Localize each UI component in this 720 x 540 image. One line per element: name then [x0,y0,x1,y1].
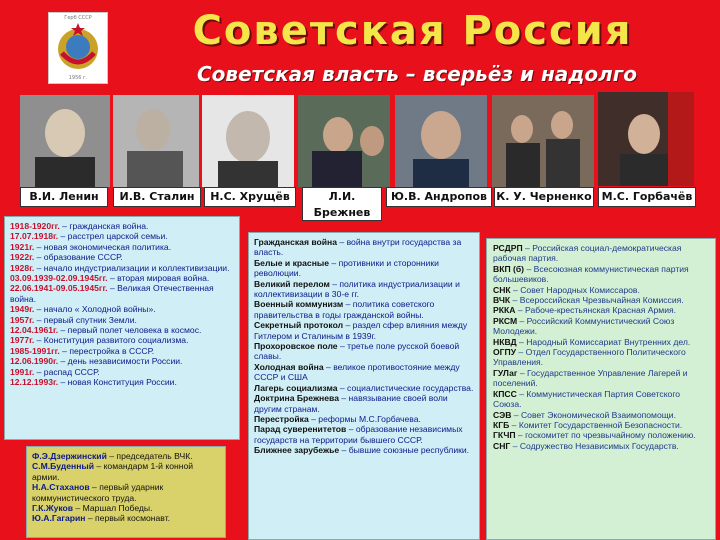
photo-lenin [20,95,110,187]
abbr-text: – Совет Экономической Взаимопомощи. [511,409,676,420]
term-row [254,320,474,341]
date-text: – гражданская война. [59,221,149,231]
date-text: – первый полет человека в космос. [58,325,202,336]
photo-stalin [113,95,199,187]
person-text: – председатель ВЧК. [106,451,193,461]
abbr-row [493,295,709,305]
person-name: С.М.Буденный [32,461,95,472]
abbr-row [493,347,709,368]
term-row [254,414,474,424]
photo-gorbachev [598,92,694,186]
leader-name-chernenko: К. У. Черненко [494,187,594,207]
date-label: 1957г. [10,314,35,325]
abbr-label: РСДРП [493,243,523,253]
leader-name-gorbachev: М.С. Горбачёв [598,187,696,207]
abbr-row [493,337,709,347]
term-row [254,299,474,320]
abbr-label: СНК [493,284,511,295]
term-row [254,279,474,300]
term-text: – политика индустриализации и коллективизации в 30-е гг. [254,278,460,300]
date-text: – распад СССР. [34,366,100,377]
date-text: – начало « Холодной войны». [34,304,156,315]
abbr-row [493,389,709,410]
date-row [10,304,234,314]
date-label: 1949г. [10,304,35,315]
date-row [10,335,234,345]
abbr-text: – Народный Комиссариат Внутренних дел. [516,336,691,347]
date-label: 1985-1991гг. [10,345,60,356]
date-text: – вторая мировая война. [107,273,210,284]
date-text: – Конституция развитого социализма. [34,335,189,346]
photo-khrushchev [202,95,294,187]
abbr-row [493,316,709,337]
abbr-label: КПСС [493,388,517,399]
term-label: Военный коммунизм [254,299,344,310]
abbr-label: РККА [493,305,516,316]
date-text: – новая экономическая политика. [34,241,172,252]
abbr-label: ВЧК [493,295,511,306]
term-text: – навязывание своей воли другим странам. [254,393,448,414]
term-row [254,237,474,258]
abbr-label: НКВД [493,336,517,347]
page-title: Советская Россия [192,8,633,54]
abbr-text: – Всесоюзная коммунистическая партия большевиков. [493,263,689,285]
person-text: – первый космонавт. [85,513,171,524]
person-name: Н.А.Стаханов [32,482,90,493]
date-label: 03.09.1939-02.09.1945гг. [10,273,108,284]
date-label: 1921г. [10,241,35,252]
abbr-row [493,430,709,440]
person-row [32,482,220,503]
date-text: – перестройка в СССР. [59,345,155,356]
term-row [254,383,474,393]
person-text: – Маршал Победы. [73,503,153,514]
person-row [32,451,220,461]
term-row [254,362,474,383]
term-label: Секретный протокол [254,320,344,331]
person-name: Ю.А.Гагарин [32,513,86,524]
photo-brezhnev [298,95,390,187]
photo-andropov [395,95,487,187]
abbr-row [493,441,709,451]
date-text: – образование СССР. [34,252,123,263]
abbr-label: ОГПУ [493,347,517,358]
person-name: Г.К.Жуков [32,503,74,514]
photo-chernenko [492,95,594,187]
term-row [254,393,474,414]
person-row [32,513,220,523]
abbr-text: – Коммунистическая Партия Советского Союза. [493,388,681,410]
abbr-label: ГКЧП [493,430,516,441]
abbr-row [493,264,709,285]
term-label: Гражданская война [254,237,338,247]
date-label: 12.06.1990г. [10,356,59,367]
date-text: – новая Конституция России. [58,377,177,388]
date-text: – начало индустриализации и коллективизации. [34,262,230,273]
term-text: – третье поле русской боевой славы. [254,341,460,362]
abbr-label: СЭВ [493,409,512,420]
coat-of-arms-icon [49,13,107,83]
leader-name-brezhnev: Л.И. Брежнев [302,187,382,221]
date-row [10,356,234,366]
terms-panel [248,232,480,540]
person-row [32,461,220,482]
date-label: 1922г. [10,252,35,263]
date-label: 12.04.1961г. [10,325,59,336]
abbr-text: – Всероссийская Чрезвычайная Комиссия. [510,295,684,306]
abbr-label: РКСМ [493,315,518,326]
term-text: – война внутри государства за власть. [254,237,462,258]
date-label: 1928г. [10,262,35,273]
emblem-caption-top: Герб СССР [64,15,92,21]
term-text: – бывшие союзные республики. [339,445,470,456]
emblem-caption-bottom: 1956 г. [68,75,88,81]
term-label: Великий перелом [254,278,330,289]
abbr-label: СНГ [493,440,511,451]
abbr-text: – Российская социал-демократическая рабочая партия. [493,243,682,264]
leader-name-lenin: В.И. Ленин [20,187,108,207]
term-text: – образование независимых государств на территории бывшего СССР. [254,424,463,445]
term-text: – социалистические государства. [337,382,474,393]
term-label: Перестройка [254,413,309,424]
date-row [10,231,234,241]
date-text: – Великая Отечественная война. [10,283,214,304]
date-text: – первый спутник Земли. [34,314,137,325]
date-row [10,367,234,377]
date-label: 1991г. [10,366,35,377]
date-row [10,325,234,335]
date-row [10,242,234,252]
leader-name-stalin: И.В. Сталин [113,187,201,207]
date-text: – расстрел царской семьи. [58,231,168,242]
term-label: Прохоровское поле [254,341,338,352]
term-text: – великое противостояние между СССР и США [254,361,460,383]
date-row [10,283,234,304]
abbr-row [493,243,709,264]
abbr-text: – Совет Народных Комиссаров. [510,284,640,295]
leader-name-khrushchev: Н.С. Хрущёв [204,187,296,207]
date-row [10,346,234,356]
term-label: Ближнее зарубежье [254,445,340,456]
abbreviations-panel [486,238,716,540]
term-text: – противники и сторонники революции. [254,257,439,279]
abbr-text: – Комитет Государственной Безопасности. [509,419,683,430]
abbr-row [493,305,709,315]
abbr-text: – Рабоче-крестьянская Красная Армия. [515,305,677,316]
dates-panel [4,216,240,440]
abbr-row [493,410,709,420]
person-row [32,503,220,513]
abbr-row [493,285,709,295]
abbr-label: ГУЛаг [493,367,518,378]
term-text: – политика советского правительства в годы гражданской войны. [254,299,435,320]
term-label: Доктрина Брежнева [254,393,339,404]
date-row [10,221,234,231]
term-row [254,445,474,455]
abbr-text: – Государственное Управление Лагерей и поселений. [493,367,688,389]
term-label: Белые и красные [254,257,330,268]
term-label: Холодная война [254,361,324,372]
abbr-text: – Отдел Государственного Политического Управления. [493,347,686,368]
abbr-row [493,368,709,389]
date-label: 1918-1920гг. [10,221,60,231]
date-label: 12.12.1993г. [10,377,59,388]
term-text: – реформы М.С.Горбачева. [308,413,421,424]
term-row [254,341,474,362]
ussr-emblem [48,12,108,84]
abbr-text: – Российский Коммунистический Союз Молодежи. [493,315,675,337]
date-label: 1977г. [10,335,35,346]
date-label: 17.07.1918г. [10,231,59,242]
abbr-row [493,420,709,430]
person-name: Ф.Э.Дзержинский [32,451,107,461]
term-label: Лагерь социализма [254,382,338,393]
term-row [254,424,474,445]
term-label: Парад суверенитетов [254,424,347,435]
date-row [10,315,234,325]
date-row [10,377,234,387]
date-row [10,273,234,283]
abbr-label: КГБ [493,419,510,430]
term-text: – раздел сфер влияния между Гитлером и Сталиным в 1939г. [254,320,468,341]
term-row [254,258,474,279]
abbr-text: – госкомитет по чрезвычайному положению. [515,430,696,441]
leader-name-andropov: Ю.В. Андропов [386,187,492,207]
abbr-label: ВКП (б) [493,263,525,274]
page-subtitle: Советская власть – всерьёз и надолго [197,62,637,86]
date-label: 22.06.1941-09.05.1945гг. [10,283,108,294]
abbr-text: – Содружество Независимых Государств. [510,440,679,451]
date-row [10,252,234,262]
date-text: – день независимости России. [58,356,183,367]
date-row [10,263,234,273]
person-text: – первый ударник коммунистического труда. [32,482,164,503]
person-text: – командарм 1-й конной армии. [32,461,194,482]
people-panel [26,446,226,538]
